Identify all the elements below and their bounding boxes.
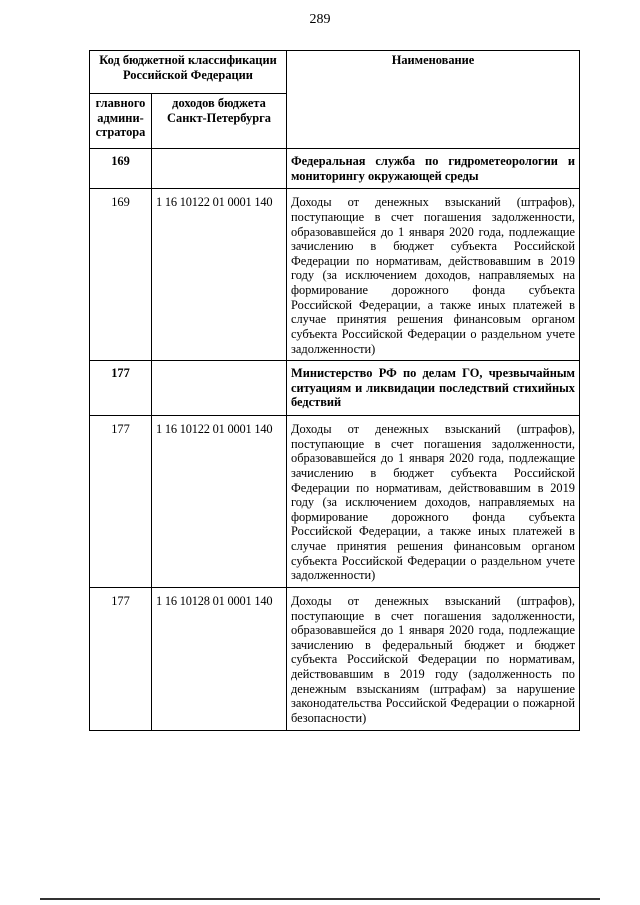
admin-code-cell: 169 (90, 149, 152, 189)
table-row (90, 149, 580, 189)
table-row (90, 416, 580, 588)
revenue-code-cell: 1 16 10122 01 0001 140 (152, 189, 287, 361)
budget-classification-table (89, 50, 580, 731)
revenue-code-cell (152, 149, 287, 189)
page-bottom-rule (40, 898, 600, 900)
admin-code-cell: 169 (90, 189, 152, 361)
table-row (90, 361, 580, 416)
name-cell: Министерство РФ по делам ГО, чрезвычайным ситуациям и ликвидации последствий стихийных бедствий (287, 361, 580, 416)
admin-code-cell: 177 (90, 587, 152, 730)
table-row (90, 587, 580, 730)
header-name: Наименование (287, 51, 580, 149)
admin-code-cell: 177 (90, 416, 152, 588)
table-row (90, 189, 580, 361)
header-revenue: доходов бюджета Санкт-Петербурга (152, 94, 287, 149)
revenue-code-cell (152, 361, 287, 416)
revenue-code-cell: 1 16 10128 01 0001 140 (152, 587, 287, 730)
name-cell: Федеральная служба по гидрометеорологии и мониторингу окружающей среды (287, 149, 580, 189)
admin-code-cell: 177 (90, 361, 152, 416)
name-cell: Доходы от денежных взысканий (штрафов), поступающие в счет погашения задолженности, образовавшейся до 1 января 2020 года, подлежащие зачислению в бюджет субъекта Российской Федерации по нормативам, действовавшим в 2019 году (за исключением доходов, направляемых на формирование дорожного фонда субъекта Российской Федерации, а также иных платежей в случае принятия решения финансовым органом субъекта Российской Федерации о раздельном учете задолженности) (287, 416, 580, 588)
name-cell: Доходы от денежных взысканий (штрафов), поступающие в счет погашения задолженности, образовавшейся до 1 января 2020 года, подлежащие зачислению в федеральный бюджет и бюджет субъекта Российской Федерации по нормативам, действовавшим в 2019 году (задолженность по денежным взысканиям (штрафам) за нарушение законодательства Российской Федерации о пожарной безопасности) (287, 587, 580, 730)
header-admin: главного админи-стратора (90, 94, 152, 149)
revenue-code-cell: 1 16 10122 01 0001 140 (152, 416, 287, 588)
name-cell: Доходы от денежных взысканий (штрафов), поступающие в счет погашения задолженности, образовавшейся до 1 января 2020 года, подлежащие зачислению в бюджет субъекта Российской Федерации по нормативам, действовавшим в 2019 году (за исключением доходов, направляемых на формирование дорожного фонда субъекта Российской Федерации, а также иных платежей в случае принятия решения финансовым органом субъекта Российской Федерации о раздельном учете задолженности) (287, 189, 580, 361)
page-number: 289 (309, 12, 331, 27)
header-code-group: Код бюджетной классификации Российской Федерации (90, 51, 287, 94)
